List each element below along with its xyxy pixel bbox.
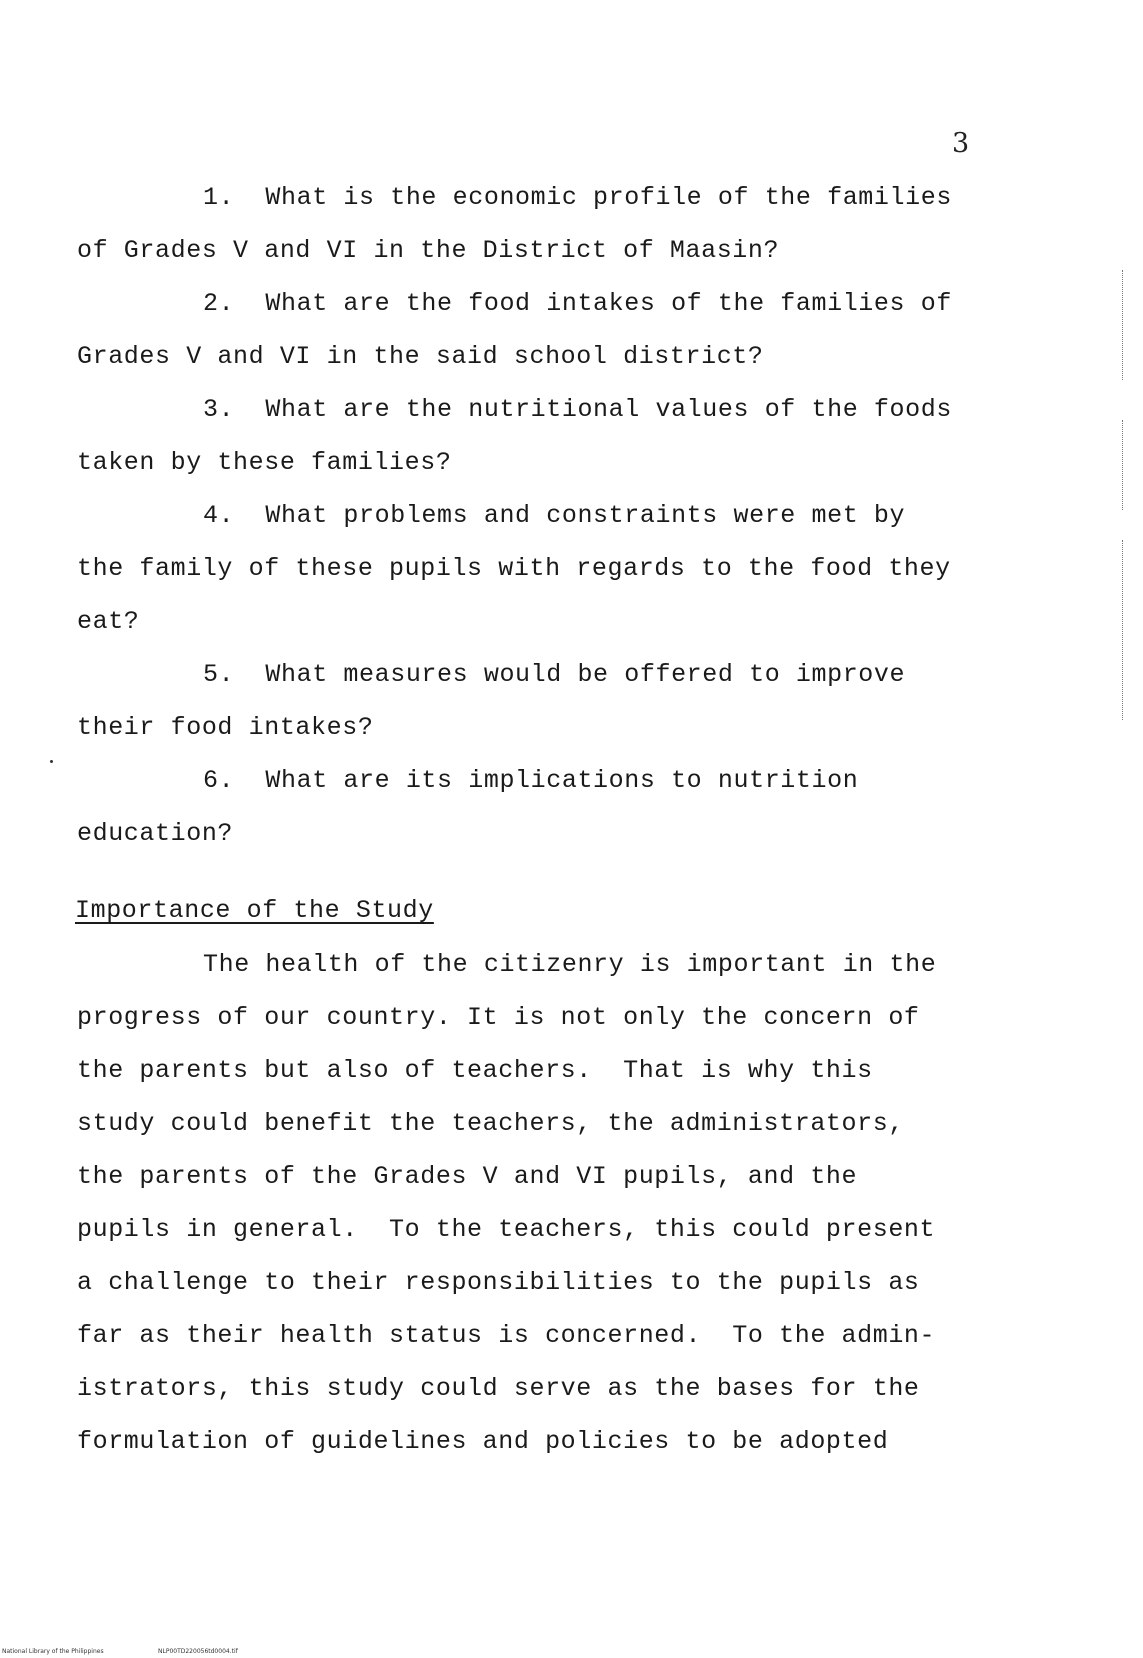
section-heading: Importance of the Study — [75, 896, 434, 925]
paragraph-line-10: formulation of guidelines and policies to be adopted — [77, 1427, 889, 1456]
scan-margin-mark — [1122, 420, 1124, 510]
question-6-line-1: 6. What are its implications to nutrition — [203, 766, 859, 795]
paragraph-line-3: the parents but also of teachers. That is why this — [77, 1056, 873, 1085]
footer-library: National Library of the Philippines — [2, 1648, 104, 1655]
question-3-line-2: taken by these families? — [77, 448, 452, 477]
question-1-line-1: 1. What is the economic profile of the families — [203, 183, 952, 212]
question-2-line-2: Grades V and VI in the said school district? — [77, 342, 764, 371]
question-3-line-1: 3. What are the nutritional values of the foods — [203, 395, 952, 424]
question-5-line-1: 5. What measures would be offered to improve — [203, 660, 906, 689]
question-4-line-3: eat? — [77, 607, 140, 636]
question-1-line-2: of Grades V and VI in the District of Maasin? — [77, 236, 780, 265]
page-number: 3 — [952, 128, 970, 159]
question-4-line-1: 4. What problems and constraints were met by — [203, 501, 906, 530]
paragraph-line-2: progress of our country. It is not only the concern of — [77, 1003, 920, 1032]
footer-file-id: NLP00TD220056td0004.tif — [158, 1648, 238, 1655]
paragraph-line-8: far as their health status is concerned. To the admin- — [77, 1321, 936, 1350]
paragraph-line-5: the parents of the Grades V and VI pupils, and the — [77, 1162, 858, 1191]
question-5-line-2: their food intakes? — [77, 713, 374, 742]
paragraph-line-1: The health of the citizenry is important in the — [203, 950, 937, 979]
question-4-line-2: the family of these pupils with regards to the food they — [77, 554, 951, 583]
scan-speck — [50, 760, 53, 763]
paragraph-line-4: study could benefit the teachers, the administrators, — [77, 1109, 904, 1138]
paragraph-line-7: a challenge to their responsibilities to the pupils as — [77, 1268, 920, 1297]
scan-margin-mark — [1122, 270, 1124, 380]
scan-margin-mark — [1122, 540, 1124, 720]
paragraph-line-9: istrators, this study could serve as the bases for the — [77, 1374, 920, 1403]
paragraph-line-6: pupils in general. To the teachers, this could present — [77, 1215, 936, 1244]
question-2-line-1: 2. What are the food intakes of the families of — [203, 289, 952, 318]
question-6-line-2: education? — [77, 819, 234, 848]
